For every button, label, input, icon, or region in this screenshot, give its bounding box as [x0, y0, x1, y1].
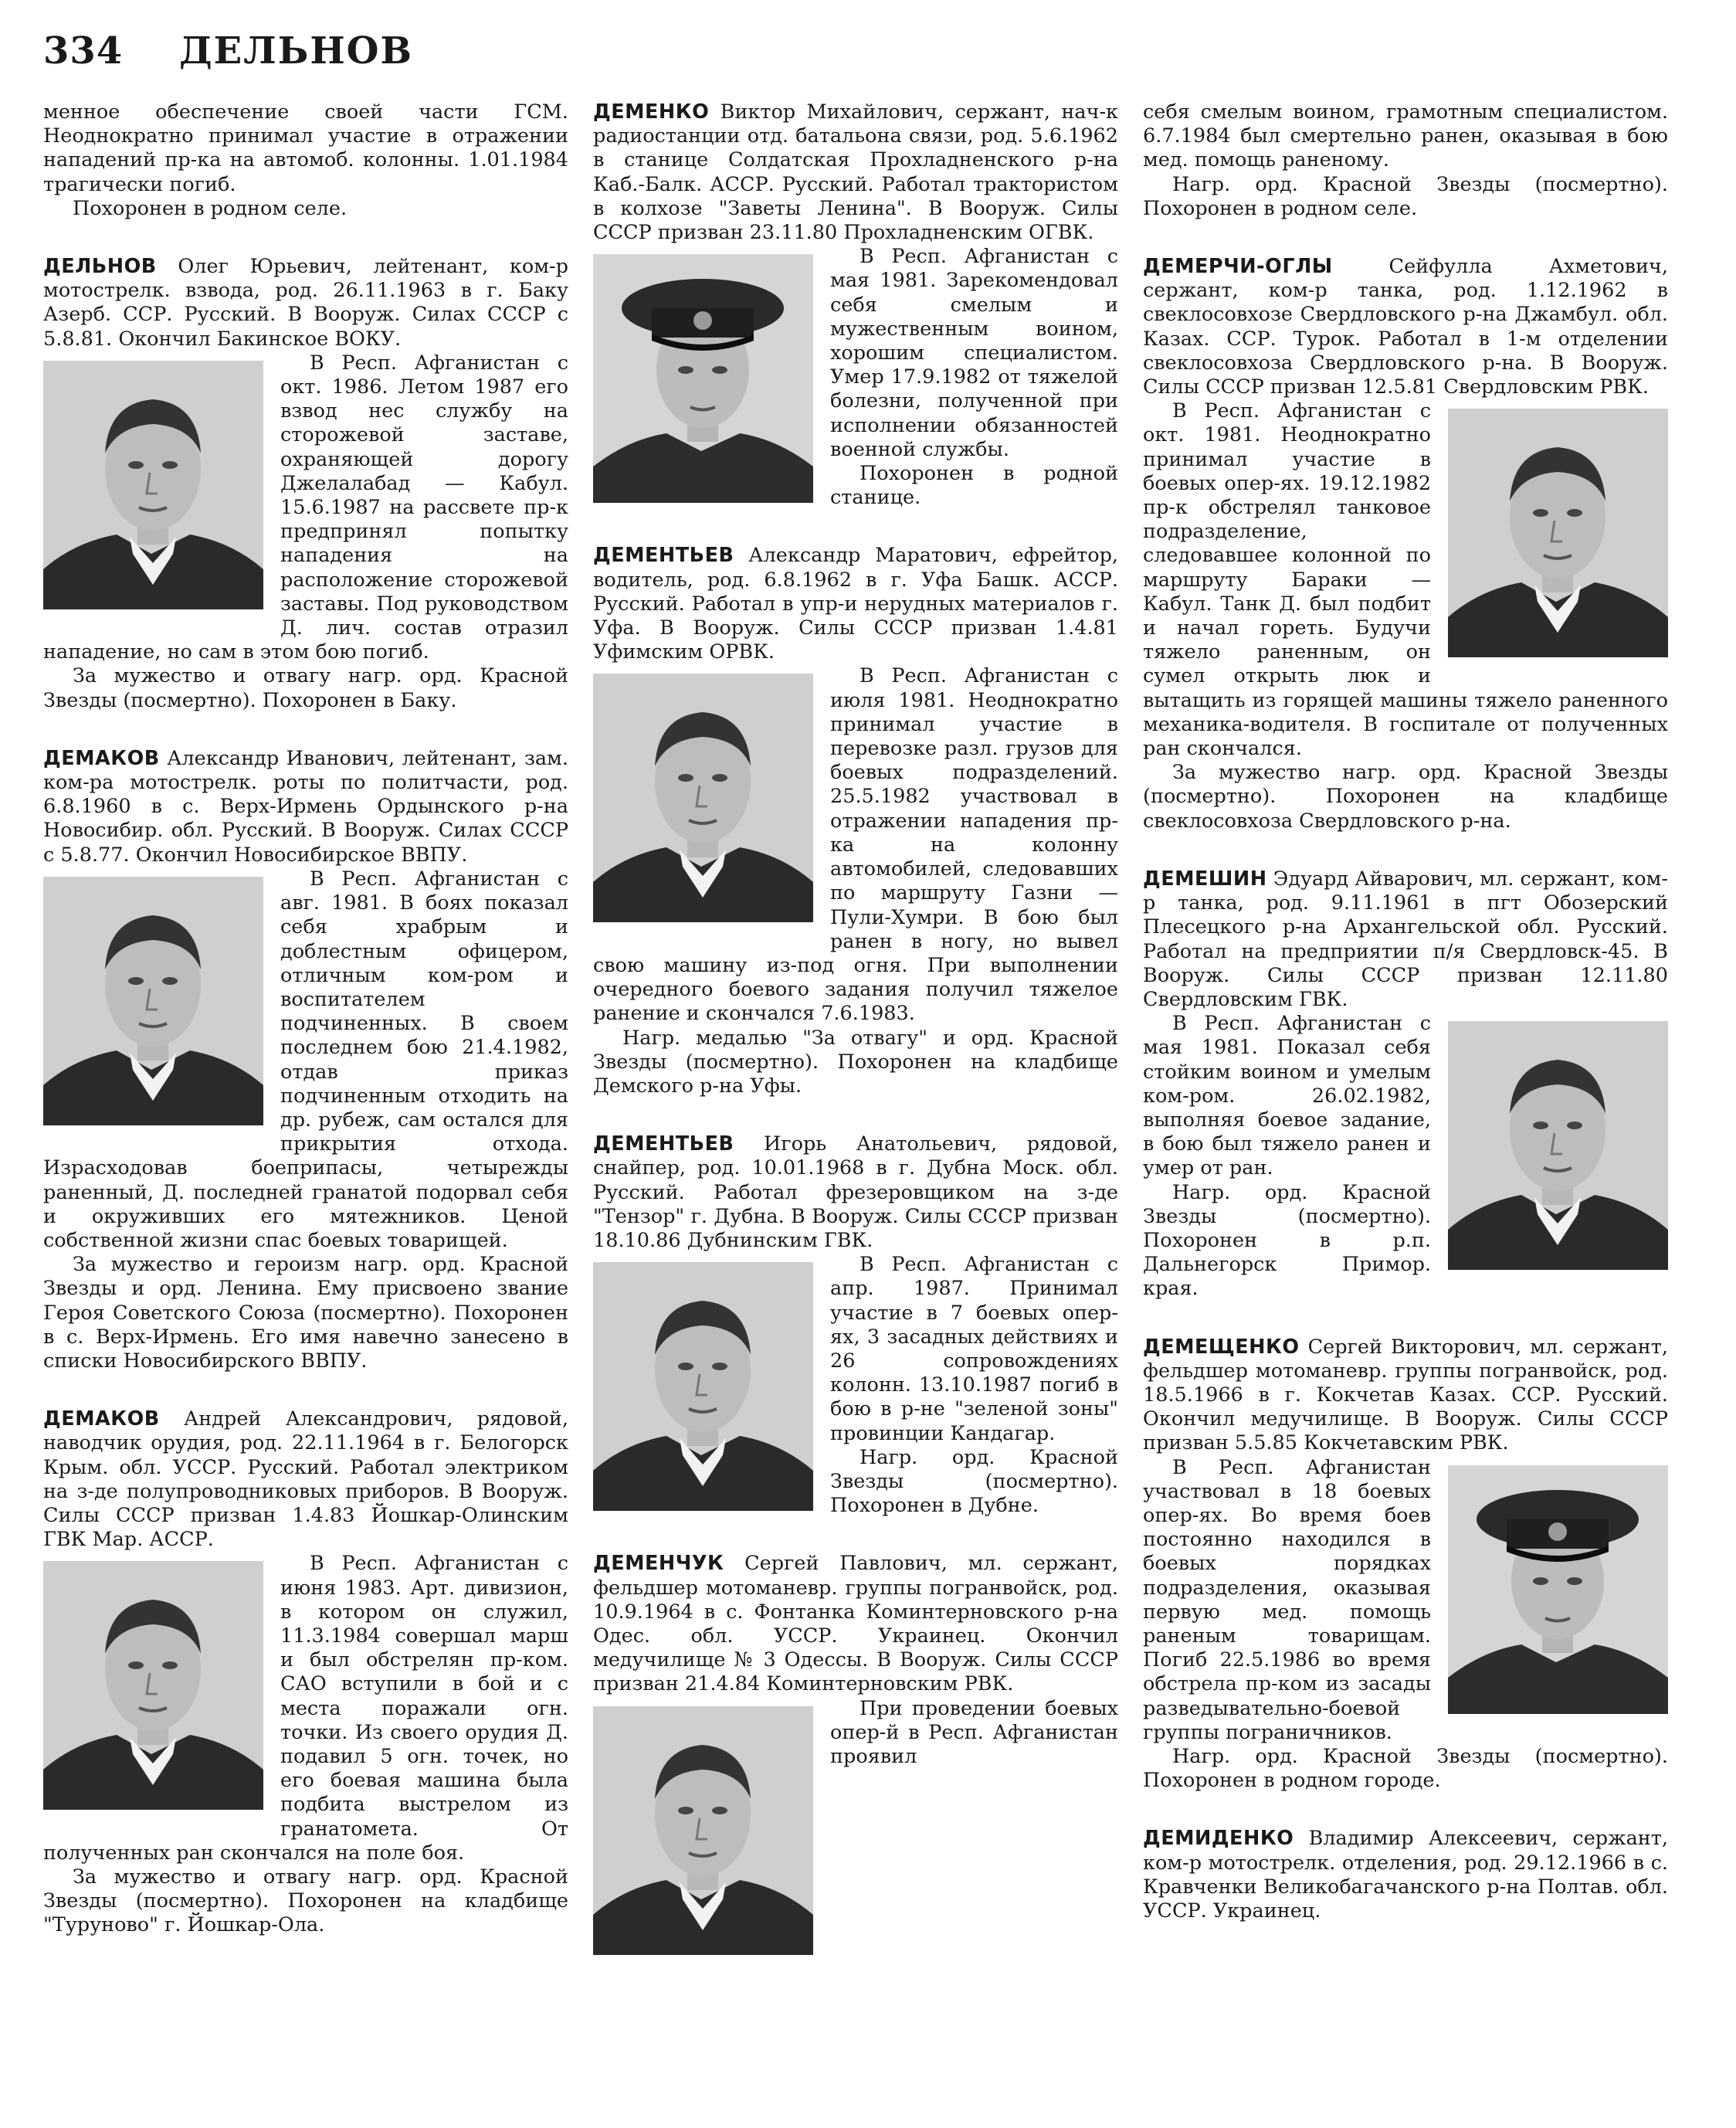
entry-lead-text: Андрей Александрович, рядовой, наводчик орудия, род. 22.11.1964 в г. Белогорск Крым. обл. УССР. Русский. Работал электриком на з-де полупроводниковых приборов. В Вооруж. Силы СССР призван 1.4.83 Йошкар-Олинским ГВК Мар. АССР.	[43, 1407, 568, 1552]
biography-entry	[43, 747, 568, 1373]
entry-lead	[593, 1132, 1118, 1253]
continuation-text	[43, 100, 568, 221]
entry-surname: ДЕЛЬНОВ	[43, 255, 157, 279]
paragraph: В Респ. Афганистан с мая 1981. Показал себя стойким воином и умелым ком-ром. 26.02.1982, выполняя боевое задание, в бою был тяжело ранен и умер от ран.	[1143, 1012, 1431, 1180]
paragraph: В Респ. Афганистан с авг. 1981. В боях показал себя храбрым и доблестным офицером, отличным ком-ром и воспитателем подчиненных. В своем последнем бою 21.4.1982, отдав приказ подчиненным отходить на др. рубеж, сам остался для прикрытия отхода. Израсходовав боеприпасы, четырежды раненный, Д. последней гранатой подорвал себя и окруживших его мятежников. Ценой собственной жизни спас боевых товарищей.	[43, 867, 568, 1252]
entry-lead-text: Олег Юрьевич, лейтенант, ком-р мотострелк. взвода, род. 26.11.1963 в г. Баку Азерб. ССР. Русский. В Вооруж. Силах СССР с 5.8.81. Окончил Бакинское ВОКУ.	[43, 255, 568, 351]
biography-entry	[1143, 1827, 1668, 1923]
entry-surname: ДЕМЕШИН	[1143, 867, 1267, 891]
portrait-photo	[1448, 409, 1668, 657]
paragraph: При проведении боевых опер-й в Респ. Афганистан проявил	[830, 1696, 1118, 1768]
entry-lead-text: Сергей Павлович, мл. сержант, фельдшер мотоманевр. группы погранвойск, род. 10.9.1964 в с. Фонтанка Коминтерновского р-на Одес. обл. УССР. Украинец. Окончил медучилище № 3 Одессы. В Вооруж. Силы СССР призван 21.4.84 Коминтерновским РВК.	[593, 1552, 1118, 1696]
portrait-photo	[1448, 1465, 1668, 1714]
portrait-photo	[593, 674, 813, 922]
portrait-photo	[43, 361, 263, 609]
entry-lead	[43, 255, 568, 351]
portrait-photo	[43, 877, 263, 1125]
paragraph: В Респ. Афганистан с июля 1981. Неоднократно принимал участие в перевозке разл. грузов для боевых подразделений. 25.5.1982 участвовал в отражении нападения пр-ка на колонну автомобилей, следовавших по маршруту Газни — Пули-Хумри. В бою был ранен в ногу, но вывел свою машину из-под огня. При выполнении очередного боевого задания получил тяжелое ранение и скончался 7.6.1983.	[593, 664, 1118, 1026]
biography-entry	[593, 1132, 1118, 1518]
entry-lead	[43, 747, 568, 867]
column-2	[593, 100, 1118, 2109]
paragraph: В Респ. Афганистан участвовал в 18 боевых опер-ях. Во время боев постоянно находился в боевых порядках подразделения, оказывая первую мед. помощь раненым товарищам. Погиб 22.5.1986 во время обстрела пр-ком из засады разведывательно-боевой группы пограничников.	[1143, 1455, 1431, 1744]
entry-surname: ДЕМЕНТЬЕВ	[593, 544, 734, 568]
running-head: ДЕЛЬНОВ	[179, 29, 414, 73]
paragraph: Нагр. медалью "За отвагу" и орд. Красной Звезды (посмертно). Похоронен на кладбище Демского р-на Уфы.	[593, 1026, 1118, 1098]
entry-lead-text: Сергей Викторович, мл. сержант, фельдшер мотоманевр. группы погранвойск, род. 18.5.1966 в г. Кокчетав Казах. ССР. Русский. Окончил медучилище. В Вооруж. Силы СССР призван 5.5.85 Кокчетавским РВК.	[1143, 1335, 1668, 1455]
entry-surname: ДЕМЕНКО	[593, 100, 710, 124]
paragraph: Нагр. орд. Красной Звезды (посмертно). Похоронен в родном селе.	[1143, 172, 1668, 220]
entry-lead-text: Эдуард Айварович, мл. сержант, ком-р танка, род. 9.11.1961 в пгт Обозерский Плесецкого р-на Архангельской обл. Русский. Работал на предприятии п/я Свердловск-45. В Вооруж. Силы СССР призван 12.11.80 Свердловским ГВК.	[1143, 867, 1668, 1011]
entry-lead	[1143, 255, 1668, 399]
entry-lead	[1143, 867, 1668, 1012]
entry-lead-text: Владимир Алексеевич, сержант, ком-р мотострелк. отделения, род. 29.12.1966 в с. Кравченки Великобагачанского р-на Полтав. обл. УССР. Украинец.	[1143, 1827, 1668, 1923]
portrait-photo	[593, 1262, 813, 1511]
entry-surname: ДЕМЕРЧИ-ОГЛЫ	[1143, 255, 1333, 279]
paragraph: Похоронен в родной станице.	[830, 462, 1118, 510]
biography-entry	[593, 100, 1118, 510]
entry-surname: ДЕМЕЩЕНКО	[1143, 1335, 1300, 1359]
entry-surname: ДЕМИДЕНКО	[1143, 1827, 1294, 1851]
paragraph: В Респ. Афганистан с мая 1981. Зарекомендовал себя смелым и мужественным воином, хорошим специалистом. Умер 17.9.1982 от тяжелой болезни, полученной при исполнении обязанностей военной службы.	[830, 245, 1118, 461]
portrait-photo	[43, 1561, 263, 1810]
entry-lead	[1143, 1336, 1668, 1456]
paragraph: Нагр. орд. Красной Звезды (посмертно). Похоронен в р.п. Дальнегорск Примор. края.	[1143, 1180, 1431, 1301]
paragraph: себя смелым воином, грамотным специалистом. 6.7.1984 был смертельно ранен, оказывая в бою мед. помощь раненому.	[1143, 100, 1668, 172]
paragraph: За мужество и героизм нагр. орд. Красной Звезды и орд. Ленина. Ему присвоено звание Героя Советского Союза (посмертно). Похоронен в с. Верх-Ирмень. Его имя навечно занесено в списки Новосибирского ВВПУ.	[43, 1253, 568, 1373]
biography-entry	[43, 255, 568, 713]
entry-surname: ДЕМАКОВ	[43, 1407, 160, 1431]
paragraph: Нагр. орд. Красной Звезды (посмертно). Похоронен в родном городе.	[1143, 1745, 1668, 1793]
paragraph: Похоронен в родном селе.	[73, 196, 348, 220]
paragraph: менное обеспечение своей части ГСМ. Неоднократно принимал участие в отражении нападений пр-ка на автомоб. колонны. 1.01.1984 трагически погиб.	[43, 100, 568, 196]
entry-lead-text: Сейфулла Ахметович, сержант, ком-р танка, род. 1.12.1962 в свеклосовхозе Свердловского р-на Джамбул. обл. Казах. ССР. Турок. Работал в 1-м отделении свеклосовхоза Свердловского р-на. В Вооруж. Силы СССР призван 12.5.81 Свердловским РВК.	[1143, 255, 1668, 399]
portrait-photo	[593, 1706, 813, 1955]
paragraph: За мужество и отвагу нагр. орд. Красной Звезды (посмертно). Похоронен на кладбище "Туруново" г. Йошкар-Ола.	[43, 1865, 568, 1937]
biography-entry	[1143, 255, 1668, 833]
entry-surname: ДЕМЕНТЬЕВ	[593, 1132, 734, 1156]
biography-entry	[1143, 1336, 1668, 1794]
biography-entry	[43, 1407, 568, 1937]
paragraph: В Респ. Афганистан с июня 1983. Арт. дивизион, в котором он служил, 11.3.1984 совершал марш и был обстрелян пр-ком. САО вступили в бой и с места поражали огн. точки. Из своего орудия Д. подавил 5 огн. точек, но его боевая машина была подбита выстрелом из гранатомета. От полученных ран скончался на поле боя.	[43, 1552, 568, 1865]
paragraph: В Респ. Афганистан с окт. 1981. Неоднократно принимал участие в боевых опер-ях. 19.12.1982 пр-к обстрелял танковое подразделение, следовавшее колонной по маршруту Бараки — Кабул. Танк Д. был подбит и начал гореть. Будучи тяжело раненным, он сумел открыть люк и вытащить из горящей машины тяжело раненного механика-водителя. В госпитале от полученных ран скончался.	[1143, 399, 1668, 761]
biography-entry	[593, 1552, 1118, 1769]
entry-lead-text: Александр Маратович, ефрейтор, водитель, род. 6.8.1962 в г. Уфа Башк. АССР. Русский. Работал в упр-и нерудных материалов г. Уфа. В Вооруж. Силы СССР призван 1.4.81 Уфимским ОРВК.	[593, 544, 1118, 664]
paragraph: В Респ. Афганистан с окт. 1986. Летом 1987 его взвод нес службу на сторожевой заставе, охраняющей дорогу Джелалабад — Кабул. 15.6.1987 на рассвете пр-к предпринял попытку нападения на расположение сторожевой заставы. Под руководством Д. лич. состав отразил нападение, но сам в этом бою погиб.	[43, 351, 568, 664]
column-1	[43, 100, 568, 2109]
entry-lead	[593, 1552, 1118, 1696]
entry-lead	[593, 544, 1118, 664]
entry-lead-text: Александр Иванович, лейтенант, зам. ком-ра мотострелк. роты по политчасти, род. 6.8.1960 в с. Верх-Ирмень Ордынского р-на Новосибир. обл. Русский. В Вооруж. Силах СССР с 5.8.77. Окончил Новосибирское ВВПУ.	[43, 746, 568, 867]
biography-entry	[593, 544, 1118, 1098]
portrait-photo	[593, 254, 813, 503]
page-number: 334	[43, 29, 124, 73]
entry-lead-text: Виктор Михайлович, сержант, нач-к радиостанции отд. батальона связи, род. 5.6.1962 в станице Солдатская Прохладненского р-на Каб.-Балк. АССР. Русский. Работал трактористом в колхозе "Заветы Ленина". В Вооруж. Силы СССР призван 23.11.80 Прохладненским ОГВК.	[593, 100, 1118, 245]
entry-lead	[593, 100, 1118, 245]
entry-surname: ДЕМЕНЧУК	[593, 1552, 724, 1576]
biography-entry	[1143, 867, 1668, 1302]
paragraph: За мужество и отвагу нагр. орд. Красной Звезды (посмертно). Похоронен в Баку.	[43, 664, 568, 712]
paragraph: В Респ. Афганистан с апр. 1987. Принимал участие в 7 боевых опер-ях, 3 засадных действиях и 26 сопровождениях колонн. 13.10.1987 погиб в бою в р-не "зеленой зоны" провинции Кандагар.	[830, 1253, 1118, 1445]
entry-lead	[43, 1407, 568, 1552]
entry-lead	[1143, 1827, 1668, 1923]
column-3	[1143, 100, 1668, 2109]
entry-lead-text: Игорь Анатольевич, рядовой, снайпер, род. 10.01.1968 в г. Дубна Моск. обл. Русский. Работал фрезеровщиком на з-де "Тензор" г. Дубна. В Вооруж. Силы СССР призван 18.10.86 Дубнинским ГВК.	[593, 1132, 1118, 1252]
paragraph: Нагр. орд. Красной Звезды (посмертно). Похоронен в Дубне.	[830, 1445, 1118, 1518]
continuation-text	[1143, 100, 1668, 221]
paragraph: За мужество нагр. орд. Красной Звезды (посмертно). Похоронен на кладбище свеклосовхоза Свердловского р-на.	[1143, 761, 1668, 833]
portrait-photo	[1448, 1021, 1668, 1270]
entry-surname: ДЕМАКОВ	[43, 746, 160, 770]
